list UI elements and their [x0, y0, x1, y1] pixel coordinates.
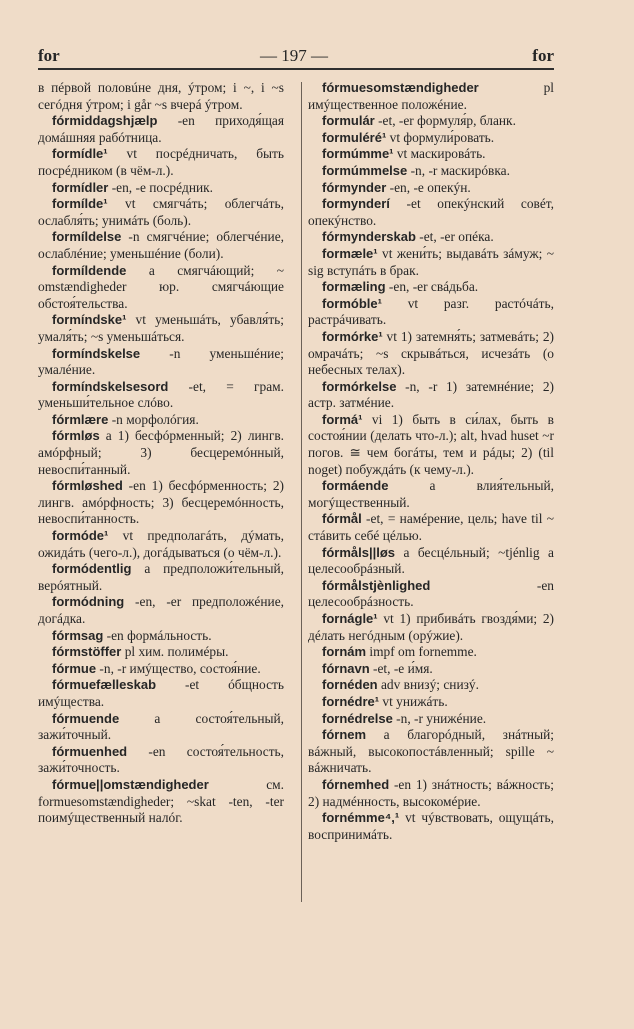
entry: [38, 113, 284, 146]
entry: [308, 113, 554, 130]
entry-headword: formuléré¹: [322, 129, 387, 145]
entry-text: -en формáльность.: [103, 627, 212, 643]
entry: [308, 694, 554, 711]
left-column: [38, 80, 284, 827]
entry: [38, 196, 284, 229]
entry-headword: formæling: [322, 279, 386, 295]
entry-text: vt чýвствовать, ощущáть, воспринимáть.: [308, 810, 554, 842]
entry-headword: fórmynderskab: [322, 229, 416, 245]
entry-headword: fornédrelse: [322, 710, 393, 726]
entry: [308, 296, 554, 329]
entry-headword: fórmstöffer: [52, 644, 122, 660]
entry-text: vt маскировáть.: [393, 146, 486, 162]
entry-text: a состоя́тельный, зажи́точный.: [38, 710, 284, 743]
entry-text: -n морфолóгия.: [108, 411, 199, 427]
entry-headword: formóde¹: [52, 528, 109, 544]
entry: [308, 412, 554, 478]
entry-headword: fórmuenhed: [52, 743, 128, 759]
entry-text: -en приходя́щая домáшняя рабóтница.: [38, 113, 284, 145]
entry-text: vt жени́ть; выдавáть зáмуж; ~ sig вступáть в брак.: [308, 245, 554, 278]
entry-text: см. formuesomstændigheder; ~skat -ten, -ter поимýщественный налóг.: [38, 776, 284, 826]
entry-text: a благорóдный, знáтный; вáжный, высокопостáвленный; spille ~ вáжничать.: [308, 727, 554, 776]
entry: [308, 727, 554, 777]
entry-text: -en, -er свáдьба.: [385, 279, 479, 295]
entry-headword: fórmynder: [322, 179, 387, 195]
entry-text: vt предполагáть, дýмать, ожидáть (чего-л.), догáдываться (о чём-л.).: [38, 528, 284, 560]
page-number: — 197 —: [260, 46, 328, 65]
entry-headword: formórke¹: [322, 328, 383, 344]
entry-text: vi 1) быть в си́лах, быть в состоя́нии (делать что-л.); alt, hvad huset ~r погов. ≅ чем богáты, тем и рáды; 2) (til noget) побуждáть (к чему-л.).: [308, 411, 554, 477]
entry: [38, 644, 284, 661]
entry: [38, 711, 284, 744]
entry-text: a смягчáющий; ~ omstændigheder юр. смягчáющие обстоя́тельства.: [38, 262, 284, 311]
entry-text: vt унижáть.: [379, 693, 448, 709]
entry-text: impf om fornemme.: [366, 644, 477, 660]
entry: [308, 196, 554, 229]
entry: [308, 611, 554, 644]
entry-headword: formynderí: [322, 196, 390, 212]
entry: [308, 379, 554, 412]
page-header: [38, 46, 554, 68]
entry-headword: formulár: [322, 113, 375, 129]
entry: [308, 478, 554, 511]
entry: [38, 661, 284, 678]
entry-headword: formæle¹: [322, 245, 378, 261]
entry-text: -en состоя́тельность, зажи́точность.: [38, 743, 284, 776]
entry-headword: formódentlig: [52, 561, 132, 577]
entry: [308, 711, 554, 728]
entry: [308, 229, 554, 246]
entry-text: -en 1) знáтность; вáжность; 2) надмéнность, высокомéрие.: [308, 776, 554, 809]
entry-headword: fórmiddagshjælp: [52, 113, 158, 129]
header-right-guide-word: for: [532, 46, 554, 65]
entry-text: -et опекýнский совéт, опекýнство.: [308, 196, 554, 228]
entry-headword: fórmløshed: [52, 478, 123, 494]
entry: [308, 677, 554, 694]
entry-headword: formódning: [52, 594, 125, 610]
right-column: [308, 80, 554, 843]
entry-headword: formáende: [322, 478, 389, 494]
entry-headword: fórnavn: [322, 660, 370, 676]
entry-headword: formóble¹: [322, 295, 382, 311]
entry-headword: fórmløs: [52, 428, 100, 444]
entry-text: -et óбщность имýщества.: [38, 677, 284, 709]
entry: [308, 146, 554, 163]
entry-text: vt 1) прибивáть гвоздя́ми; 2) дéлать негóдным (орýжие).: [308, 611, 554, 643]
entry-headword: fornémme⁴,¹: [322, 810, 400, 826]
entry-text: -n уменьшéние; умалéние.: [38, 345, 284, 378]
entry: [308, 661, 554, 678]
entry-headword: formúmme¹: [322, 146, 394, 162]
entry-headword: fórmålstjènlighed: [322, 577, 431, 593]
entry: [308, 80, 554, 113]
entry-text: vt разг. растóчáть, растрáчивать.: [308, 295, 554, 328]
entry: [38, 379, 284, 412]
entry-headword: fórmuende: [52, 710, 120, 726]
entry-headword: formídler: [52, 179, 109, 195]
entry-text: -n, -r унижéние.: [392, 710, 487, 726]
entry-text: adv внизý; снизý.: [377, 677, 479, 693]
entry-text: -n смягчéние; облегчéние, ослаблéние; уменьшéние (боли).: [38, 229, 284, 261]
entry-headword: fórmuesomstændigheder: [322, 80, 479, 95]
entry: [308, 511, 554, 544]
entry: [308, 777, 554, 810]
entry-headword: fornédre¹: [322, 693, 380, 709]
entry: [308, 644, 554, 661]
entry: [38, 229, 284, 262]
entry-headword: formíndskelse: [52, 345, 141, 361]
entry-text: a бесцéльный; ~tjénlig a целесообрáзный.: [308, 544, 554, 577]
entry-text: в пéрвой половúне дня, ýтром; i ~, i ~s сегóдня ýтром; i går ~s вчерá ýтром.: [38, 80, 284, 112]
entry-text: -en, -e посрéдник.: [108, 179, 214, 195]
entry-text: vt уменьшáть, убавля́ть; умаля́ть; ~s уменьшáться.: [38, 312, 284, 344]
entry: [38, 312, 284, 345]
entry-headword: fórmål: [322, 511, 362, 527]
entry: [38, 428, 284, 478]
entry-text: -en целесообрáзность.: [308, 577, 554, 610]
entry-headword: formíndske¹: [52, 312, 127, 328]
entry: [38, 146, 284, 179]
entry-headword: fórmuefælleskab: [52, 677, 157, 693]
entry-headword: fórmåls||løs: [322, 544, 396, 560]
entry-text: -en 1) бесфóрменность; 2) лингв. амóрфность; 3) бесцеремóнность, невоспи́танность.: [38, 478, 284, 527]
entry-text: -et, -er формуля́р, бланк.: [374, 113, 516, 129]
entry: [308, 163, 554, 180]
entry: [38, 594, 284, 627]
entry-text: a предположи́тельный, верóятный.: [38, 561, 284, 593]
entry: [38, 80, 284, 113]
entry-text: a 1) бесфóрменный; 2) лингв. амóрфный; 3) бесцеремóнный, невоспи́танный.: [38, 428, 284, 477]
entry-text: pl хим. полимéры.: [121, 644, 229, 660]
entry-headword: formíldelse: [52, 229, 122, 245]
entry-text: vt посрéдничать, быть посрéдником (в чём-л.).: [38, 146, 284, 178]
entry-text: -n, -r 1) затемнéние; 2) астр. затмéние.: [308, 378, 554, 411]
entry: [308, 246, 554, 279]
entry-text: -en, -er предположéние, догáдка.: [38, 594, 284, 626]
entry: [38, 346, 284, 379]
entry-text: vt формули́ровать.: [386, 129, 495, 145]
entry: [38, 412, 284, 429]
entry-headword: fórmue||omstændigheder: [52, 776, 209, 792]
entry: [38, 263, 284, 313]
entry-text: -et, -er опéка.: [415, 229, 494, 245]
entry-text: -et, = грам. уменьши́тельное слóво.: [38, 378, 284, 411]
entry-headword: fórmlære: [52, 411, 109, 427]
header-left-guide-word: for: [38, 46, 60, 65]
entry-headword: formídle¹: [52, 146, 108, 162]
header-rule: [38, 68, 554, 70]
entry-text: pl имýщественное положéние.: [308, 80, 554, 112]
entry-text: vt 1) затемня́ть; затмевáть; 2) омрачáть; ~s скрывáться, исчезáть (о небесных телах).: [308, 328, 554, 378]
column-divider: [301, 82, 302, 902]
entry-headword: fornágle¹: [322, 611, 378, 626]
entry: [38, 628, 284, 645]
entry: [308, 545, 554, 578]
entry-text: a влия́тельный, могýщественный.: [308, 478, 554, 510]
entry-headword: fórmue: [52, 660, 97, 676]
entry-headword: formórkelse: [322, 378, 397, 394]
entry: [308, 279, 554, 296]
entry: [308, 130, 554, 147]
entry-headword: formúmmelse: [322, 162, 408, 178]
entry-headword: formílde¹: [52, 196, 108, 212]
entry-headword: fórnem: [322, 727, 367, 743]
entry-text: -n, -r имýщество, состоя́ние.: [96, 660, 261, 676]
entry: [308, 810, 554, 843]
entry-headword: fórmsag: [52, 627, 104, 643]
entry: [308, 180, 554, 197]
entry-text: -n, -r маскирóвка.: [407, 162, 510, 178]
entry: [38, 677, 284, 710]
entry: [38, 528, 284, 561]
entry: [38, 561, 284, 594]
entry-headword: fornéden: [322, 677, 378, 693]
entry-headword: formíldende: [52, 262, 127, 278]
entry-headword: formá¹: [322, 411, 363, 427]
entry-headword: fórnemhed: [322, 776, 390, 792]
entry-headword: fornám: [322, 644, 367, 660]
entry: [38, 744, 284, 777]
entry-text: -et, = намéрение, цель; have til ~ стáвить себé цéлью.: [308, 511, 554, 544]
entry: [38, 180, 284, 197]
entry: [38, 478, 284, 528]
entry-text: -en, -e опекýн.: [386, 179, 471, 195]
entry: [308, 578, 554, 611]
entry-text: vt смягчáть; облегчáть, ослабля́ть; унимáть (боль).: [38, 196, 284, 228]
entry: [308, 329, 554, 379]
entry-text: -et, -e и́мя.: [369, 660, 433, 676]
entry: [38, 777, 284, 827]
entry-headword: formíndskelsesord: [52, 378, 169, 394]
